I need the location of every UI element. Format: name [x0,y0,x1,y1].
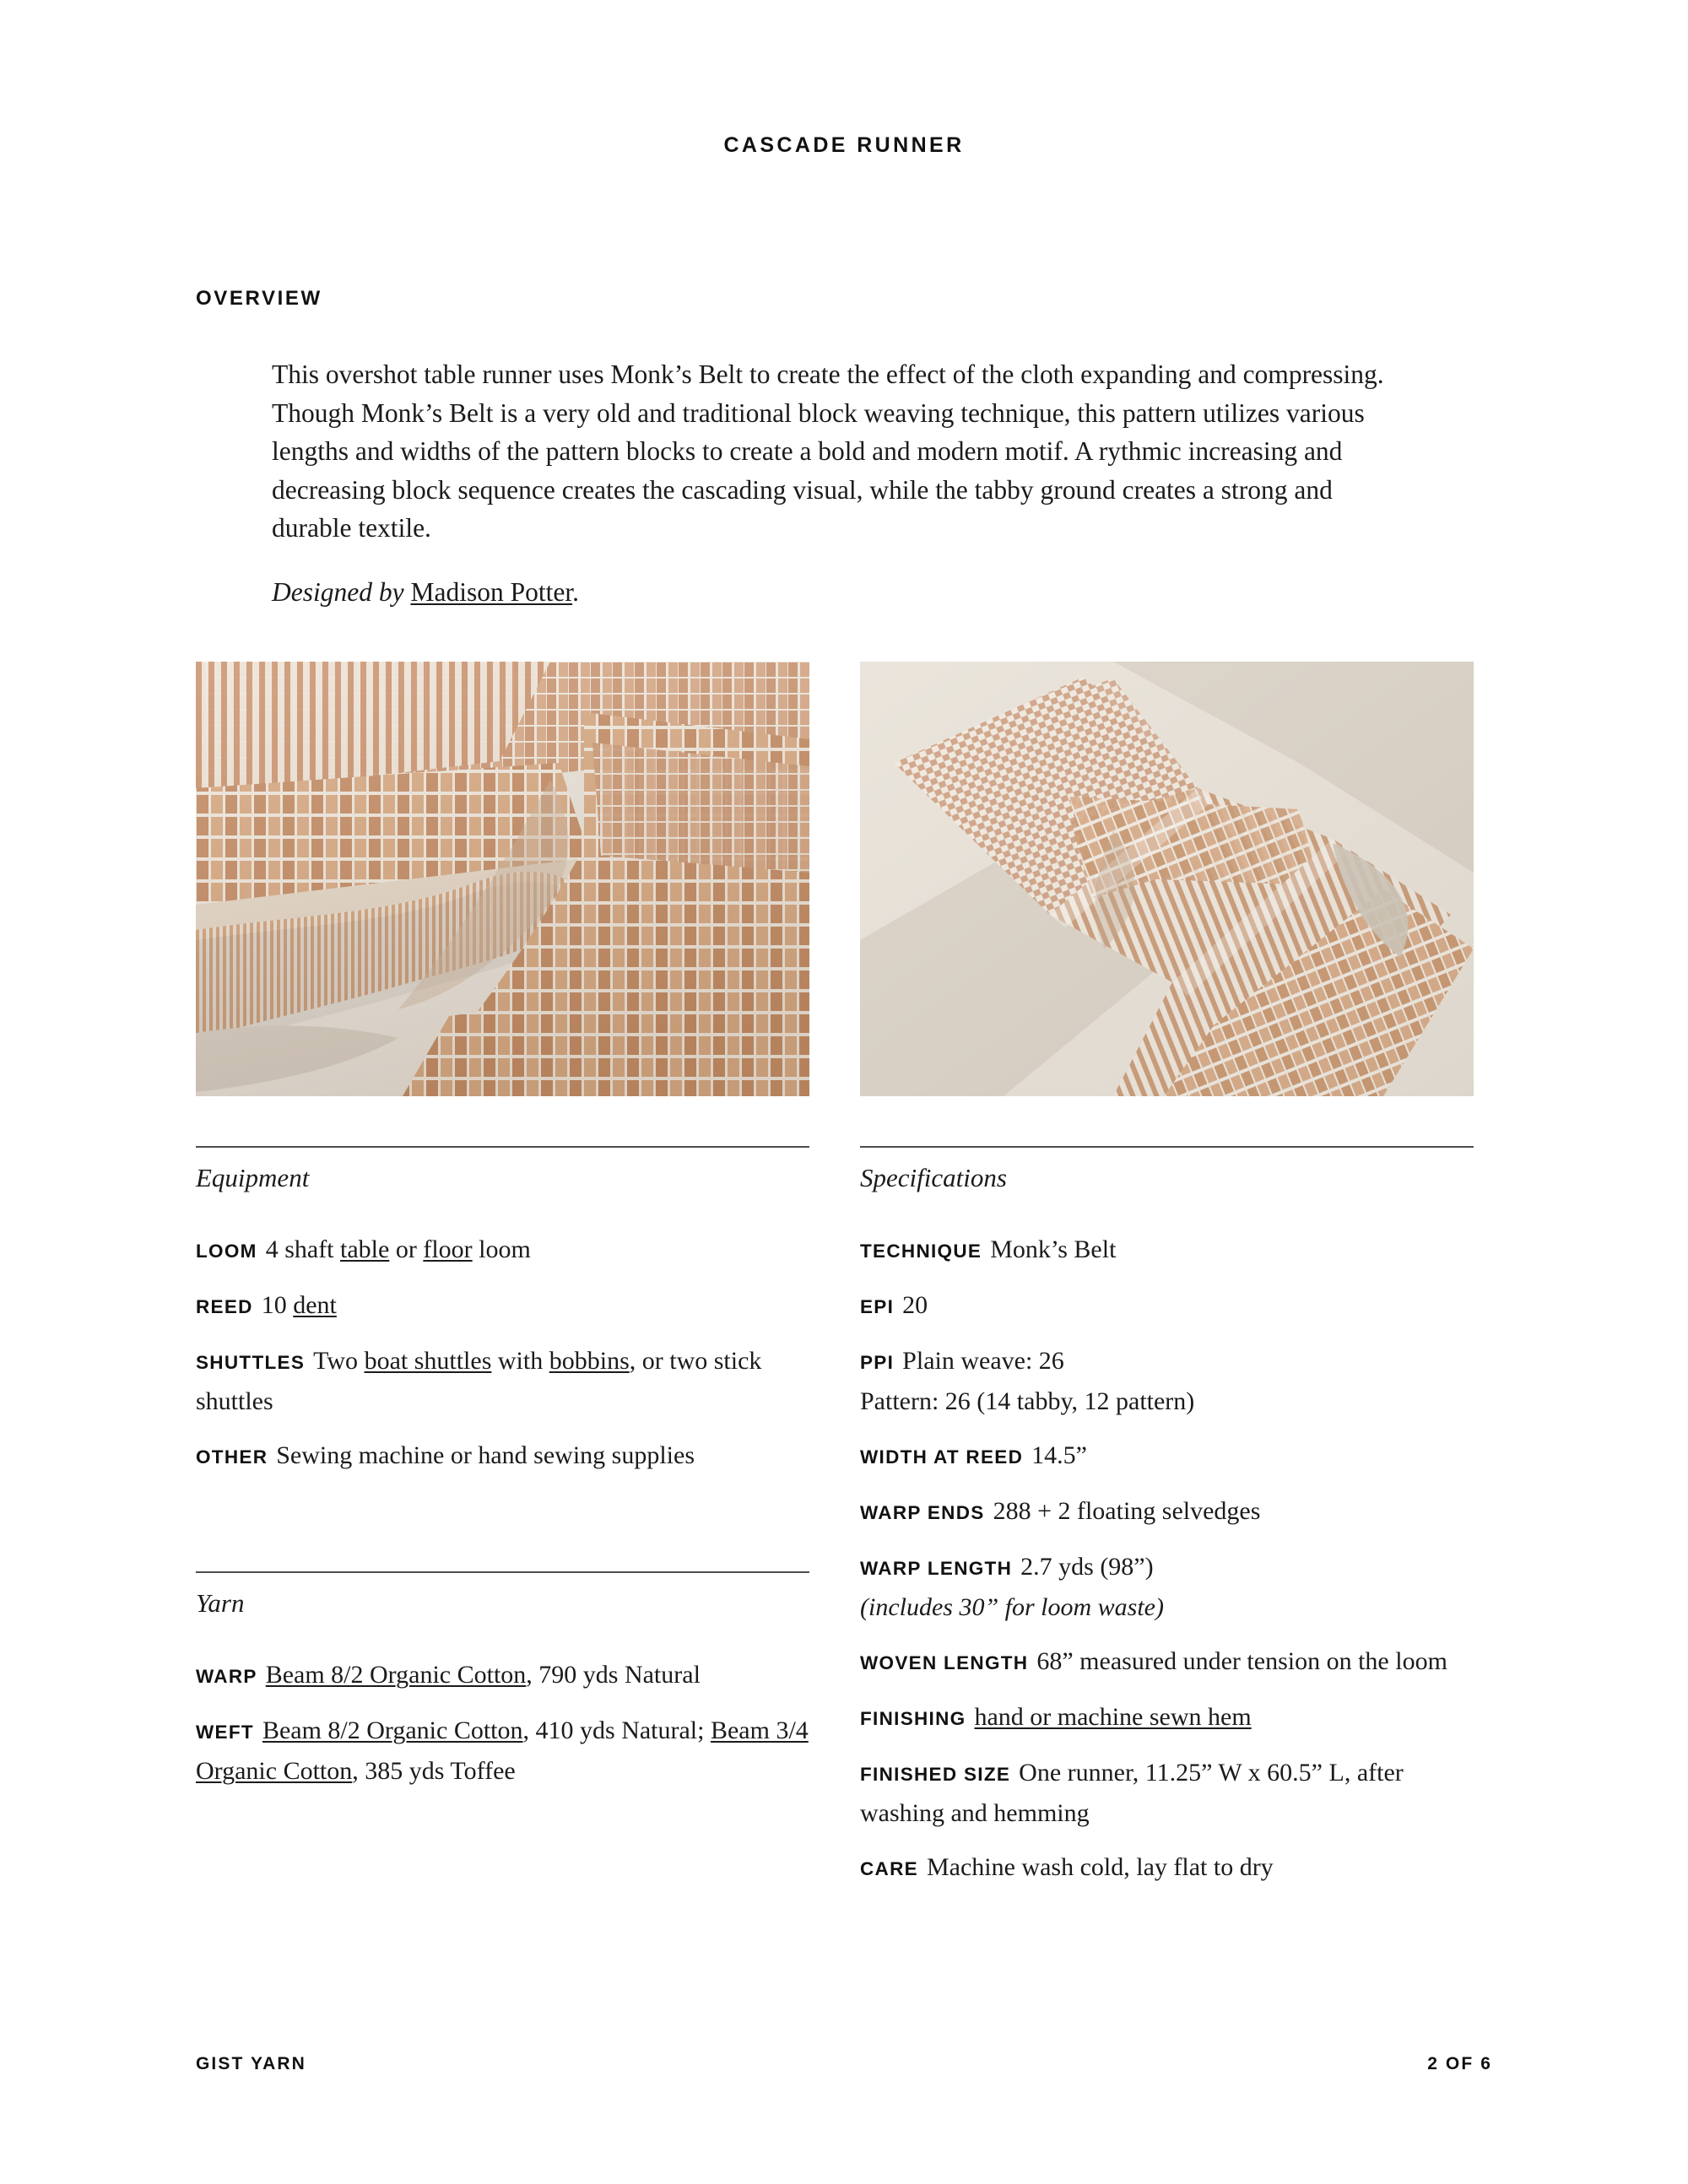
spec-label-finished-size: FINISHED SIZE [860,1764,1011,1785]
product-photo-right [860,662,1474,1096]
footer-page-number: 2 OF 6 [1427,2054,1492,2073]
spec-label-width-at-reed: WIDTH AT REED [860,1446,1024,1468]
yarn-list [196,1656,820,1791]
spec-label-ppi: PPI [860,1352,895,1373]
page-title: CASCADE RUNNER [723,133,965,157]
spec-value-warp-ends: 288 + 2 floating selvedges [993,1497,1261,1525]
spec-row-finishing [860,1698,1485,1738]
equipment-row-shuttles [196,1342,816,1421]
specifications-title: Specifications [860,1163,1007,1192]
equipment-value-reed: 10 dent [261,1291,337,1319]
equipment-value-shuttles: Two boat shuttles with bobbins, or two stick shuttles [196,1347,762,1415]
page-footer [196,2054,1492,2074]
equipment-row-other [196,1436,816,1477]
equipment-value-other: Sewing machine or hand sewing supplies [276,1441,695,1469]
equipment-title: Equipment [196,1163,310,1192]
yarn-divider [196,1571,809,1573]
yarn-row-weft [196,1711,820,1791]
equipment-list [196,1230,816,1477]
designer-credit [272,573,579,612]
spec-value-finished-size: One runner, 11.25” W x 60.5” L, after washing and hemming [860,1759,1404,1827]
spec-label-finishing: FINISHING [860,1708,966,1729]
equipment-label-loom: LOOM [196,1241,257,1262]
yarn-title: Yarn [196,1588,245,1618]
specifications-divider [860,1146,1474,1148]
spec-row-ppi [860,1342,1485,1421]
spec-row-warp-ends [860,1492,1485,1533]
spec-row-care [860,1848,1485,1889]
spec-row-warp-length [860,1548,1485,1627]
equipment-label-shuttles: SHUTTLES [196,1352,306,1373]
equipment-divider [196,1146,809,1148]
overview-paragraph: This overshot table runner uses Monk’s Belt to create the effect of the cloth expanding and compressing. Though Monk’s Belt is a very old and traditional block weaving technique, this pattern utilizes various lengths and widths of the pattern blocks to create a bold and modern motif. A rythmic increasing and decreasing block sequence creates the cascading visual, while the tabby ground creates a strong and durable textile. [272,359,1384,543]
yarn-value-weft: Beam 8/2 Organic Cotton, 410 yds Natural; Beam 3/4 Organic Cotton, 385 yds Toffee [196,1716,809,1785]
spec-value-care: Machine wash cold, lay flat to dry [926,1853,1274,1881]
equipment-value-loom: 4 shaft table or floor loom [265,1235,531,1263]
yarn-label-weft: WEFT [196,1722,254,1743]
spec-value-warp-length: 2.7 yds (98”) (includes 30” for loom waste) [860,1553,1164,1621]
spec-row-finished-size [860,1754,1485,1833]
section-heading-overview: OVERVIEW [196,287,322,310]
product-photo-left-graphic [196,662,809,1096]
spec-value-technique: Monk’s Belt [990,1235,1117,1263]
spec-value-woven-length: 68” measured under tension on the loom [1036,1647,1447,1675]
equipment-row-reed [196,1286,816,1327]
specifications-list [860,1230,1485,1889]
spec-value-width-at-reed: 14.5” [1031,1441,1087,1469]
spec-label-warp-length: WARP LENGTH [860,1558,1013,1579]
spec-row-width-at-reed [860,1436,1485,1477]
spec-label-warp-ends: WARP ENDS [860,1502,985,1523]
spec-value-ppi: Plain weave: 26 Pattern: 26 (14 tabby, 12 pattern) [860,1347,1195,1415]
footer-brand: GIST YARN [196,2054,306,2073]
designer-credit-suffix: . [572,577,579,607]
designer-link[interactable]: Madison Potter [410,577,573,607]
product-photo-right-graphic [860,662,1474,1096]
yarn-label-warp: WARP [196,1666,257,1687]
yarn-row-warp [196,1656,820,1696]
spec-row-woven-length [860,1642,1485,1683]
designer-credit-prefix: Designed by [272,577,404,607]
spec-row-epi [860,1286,1485,1327]
yarn-value-warp: Beam 8/2 Organic Cotton, 790 yds Natural [265,1661,701,1689]
equipment-row-loom [196,1230,816,1271]
spec-label-technique: TECHNIQUE [860,1241,982,1262]
spec-label-epi: EPI [860,1296,895,1317]
spec-row-technique [860,1230,1485,1271]
equipment-label-reed: REED [196,1296,253,1317]
spec-value-finishing: hand or machine sewn hem [974,1703,1252,1731]
equipment-label-other: OTHER [196,1446,268,1468]
spec-label-woven-length: WOVEN LENGTH [860,1652,1029,1673]
spec-label-care: CARE [860,1858,918,1879]
product-photo-left [196,662,809,1096]
spec-value-epi: 20 [902,1291,928,1319]
